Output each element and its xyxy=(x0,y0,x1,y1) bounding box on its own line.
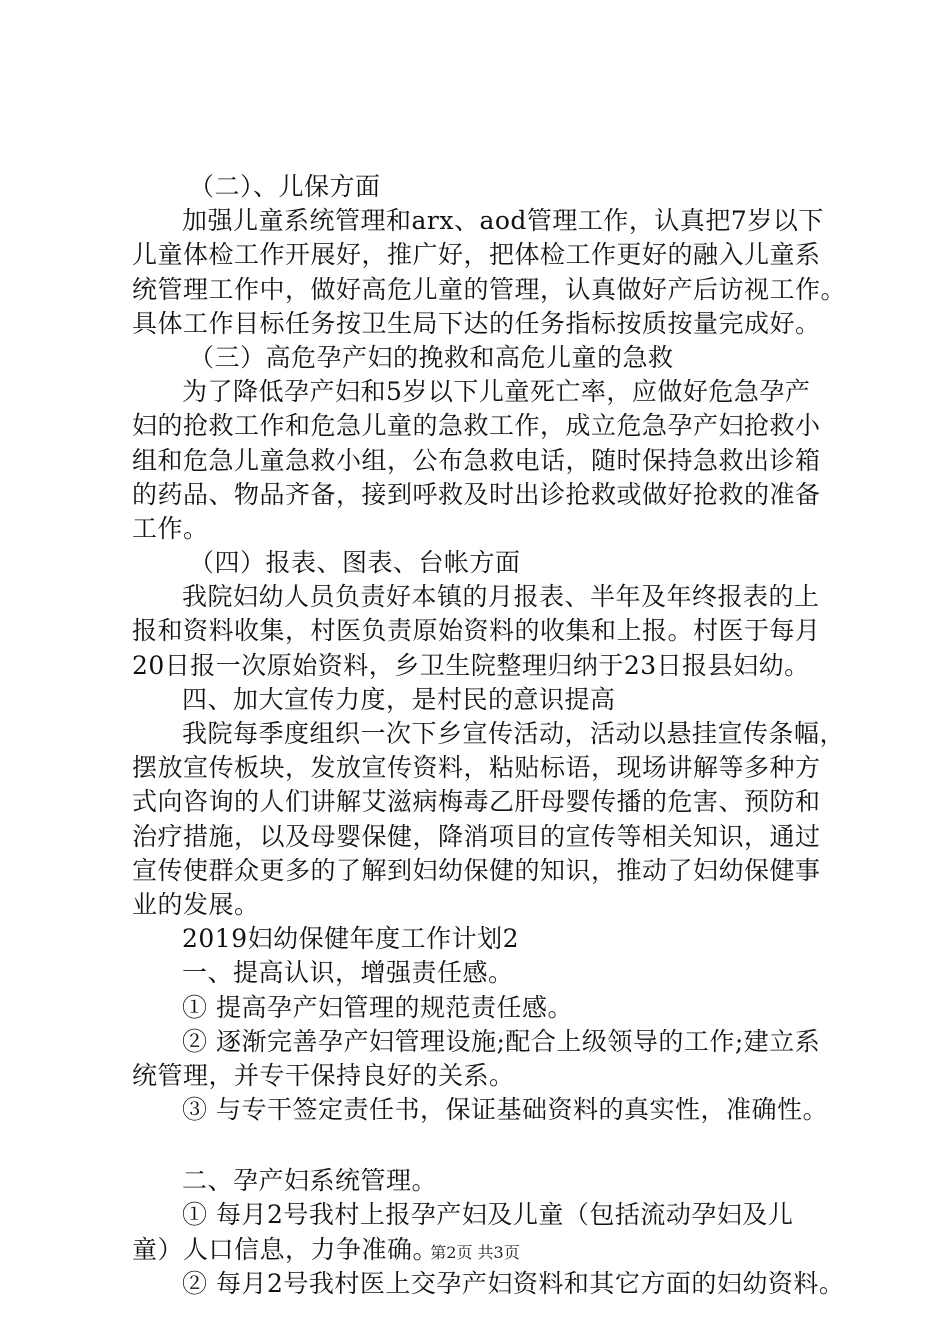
section-heading: 一、提高认识，增强责任感。 xyxy=(182,958,514,988)
paragraph-line: 报和资料收集，村医负责原始资料的收集和上报。村医于每月 xyxy=(132,616,821,646)
paragraph-line: 具体工作目标任务按卫生局下达的任务指标按质按量完成好。 xyxy=(132,308,821,338)
list-item: ① 每月2号我村上报孕产妇及儿童（包括流动孕妇及儿 xyxy=(182,1200,794,1230)
list-item: ① 提高孕产妇管理的规范责任感。 xyxy=(182,992,573,1022)
paragraph-line: 式向咨询的人们讲解艾滋病梅毒乙肝母婴传播的危害、预防和 xyxy=(132,787,821,817)
document-body xyxy=(132,170,852,1301)
paragraph-line: 治疗措施，以及母婴保健，降消项目的宣传等相关知识，通过 xyxy=(132,821,821,851)
paragraph-line: 宣传使群众更多的了解到妇幼保健的知识，推动了妇幼保健事 xyxy=(132,855,821,885)
paragraph-line: 妇的抢救工作和危急儿童的急救工作，成立危急孕产妇抢救小 xyxy=(132,411,821,441)
section-heading: （二）、儿保方面 xyxy=(189,172,381,201)
paragraph-line: 摆放宣传板块，发放宣传资料，粘贴标语，现场讲解等多种方 xyxy=(132,753,821,783)
paragraph-line: 儿童体检工作开展好，推广好，把体检工作更好的融入儿童系 xyxy=(132,240,821,270)
paragraph-line: 的药品、物品齐备，接到呼救及时出诊抢救或做好抢救的准备 xyxy=(132,479,821,509)
list-item: ② 每月2号我村医上交孕产妇资料和其它方面的妇幼资料。 xyxy=(182,1268,845,1298)
blank-line xyxy=(132,1127,852,1164)
section-heading: 四、加大宣传力度，是村民的意识提高 xyxy=(182,684,616,714)
paragraph-line: 为了降低孕产妇和5岁以下儿童死亡率，应做好危急孕产 xyxy=(182,377,811,407)
list-item: ③ 与专干签定责任书，保证基础资料的真实性，准确性。 xyxy=(182,1095,828,1125)
section-heading: （四）报表、图表、台帐方面 xyxy=(189,548,521,578)
section-heading: （三）高危孕产妇的挽救和高危儿童的急救 xyxy=(189,342,674,372)
list-item: ② 逐渐完善孕产妇管理设施;配合上级领导的工作;建立系 xyxy=(182,1026,821,1056)
paragraph-line: 组和危急儿童急救小组，公布急救电话，随时保持急救出诊箱 xyxy=(132,445,821,475)
document-title: 2019妇幼保健年度工作计划2 xyxy=(182,924,520,954)
paragraph-line: 我院妇幼人员负责好本镇的月报表、半年及年终报表的上 xyxy=(182,582,820,612)
paragraph-line: 童）人口信息，力争准确。 xyxy=(132,1234,439,1264)
paragraph-line: 统管理工作中，做好高危儿童的管理，认真做好产后访视工作。 xyxy=(132,274,847,304)
paragraph-line: 业的发展。 xyxy=(132,889,260,919)
section-heading: 二、孕产妇系统管理。 xyxy=(182,1166,438,1196)
paragraph-line: 工作。 xyxy=(132,513,209,543)
paragraph-line: 加强儿童系统管理和arx、aod管理工作，认真把7岁以下 xyxy=(182,206,824,236)
paragraph-line: 20日报一次原始资料，乡卫生院整理归纳于23日报县妇幼。 xyxy=(132,650,810,680)
page-number-footer: 第2页 共3页 xyxy=(430,1243,520,1262)
paragraph-line: 统管理，并专干保持良好的关系。 xyxy=(132,1060,515,1090)
paragraph-line: 我院每季度组织一次下乡宣传活动，活动以悬挂宣传条幅， xyxy=(182,719,846,748)
